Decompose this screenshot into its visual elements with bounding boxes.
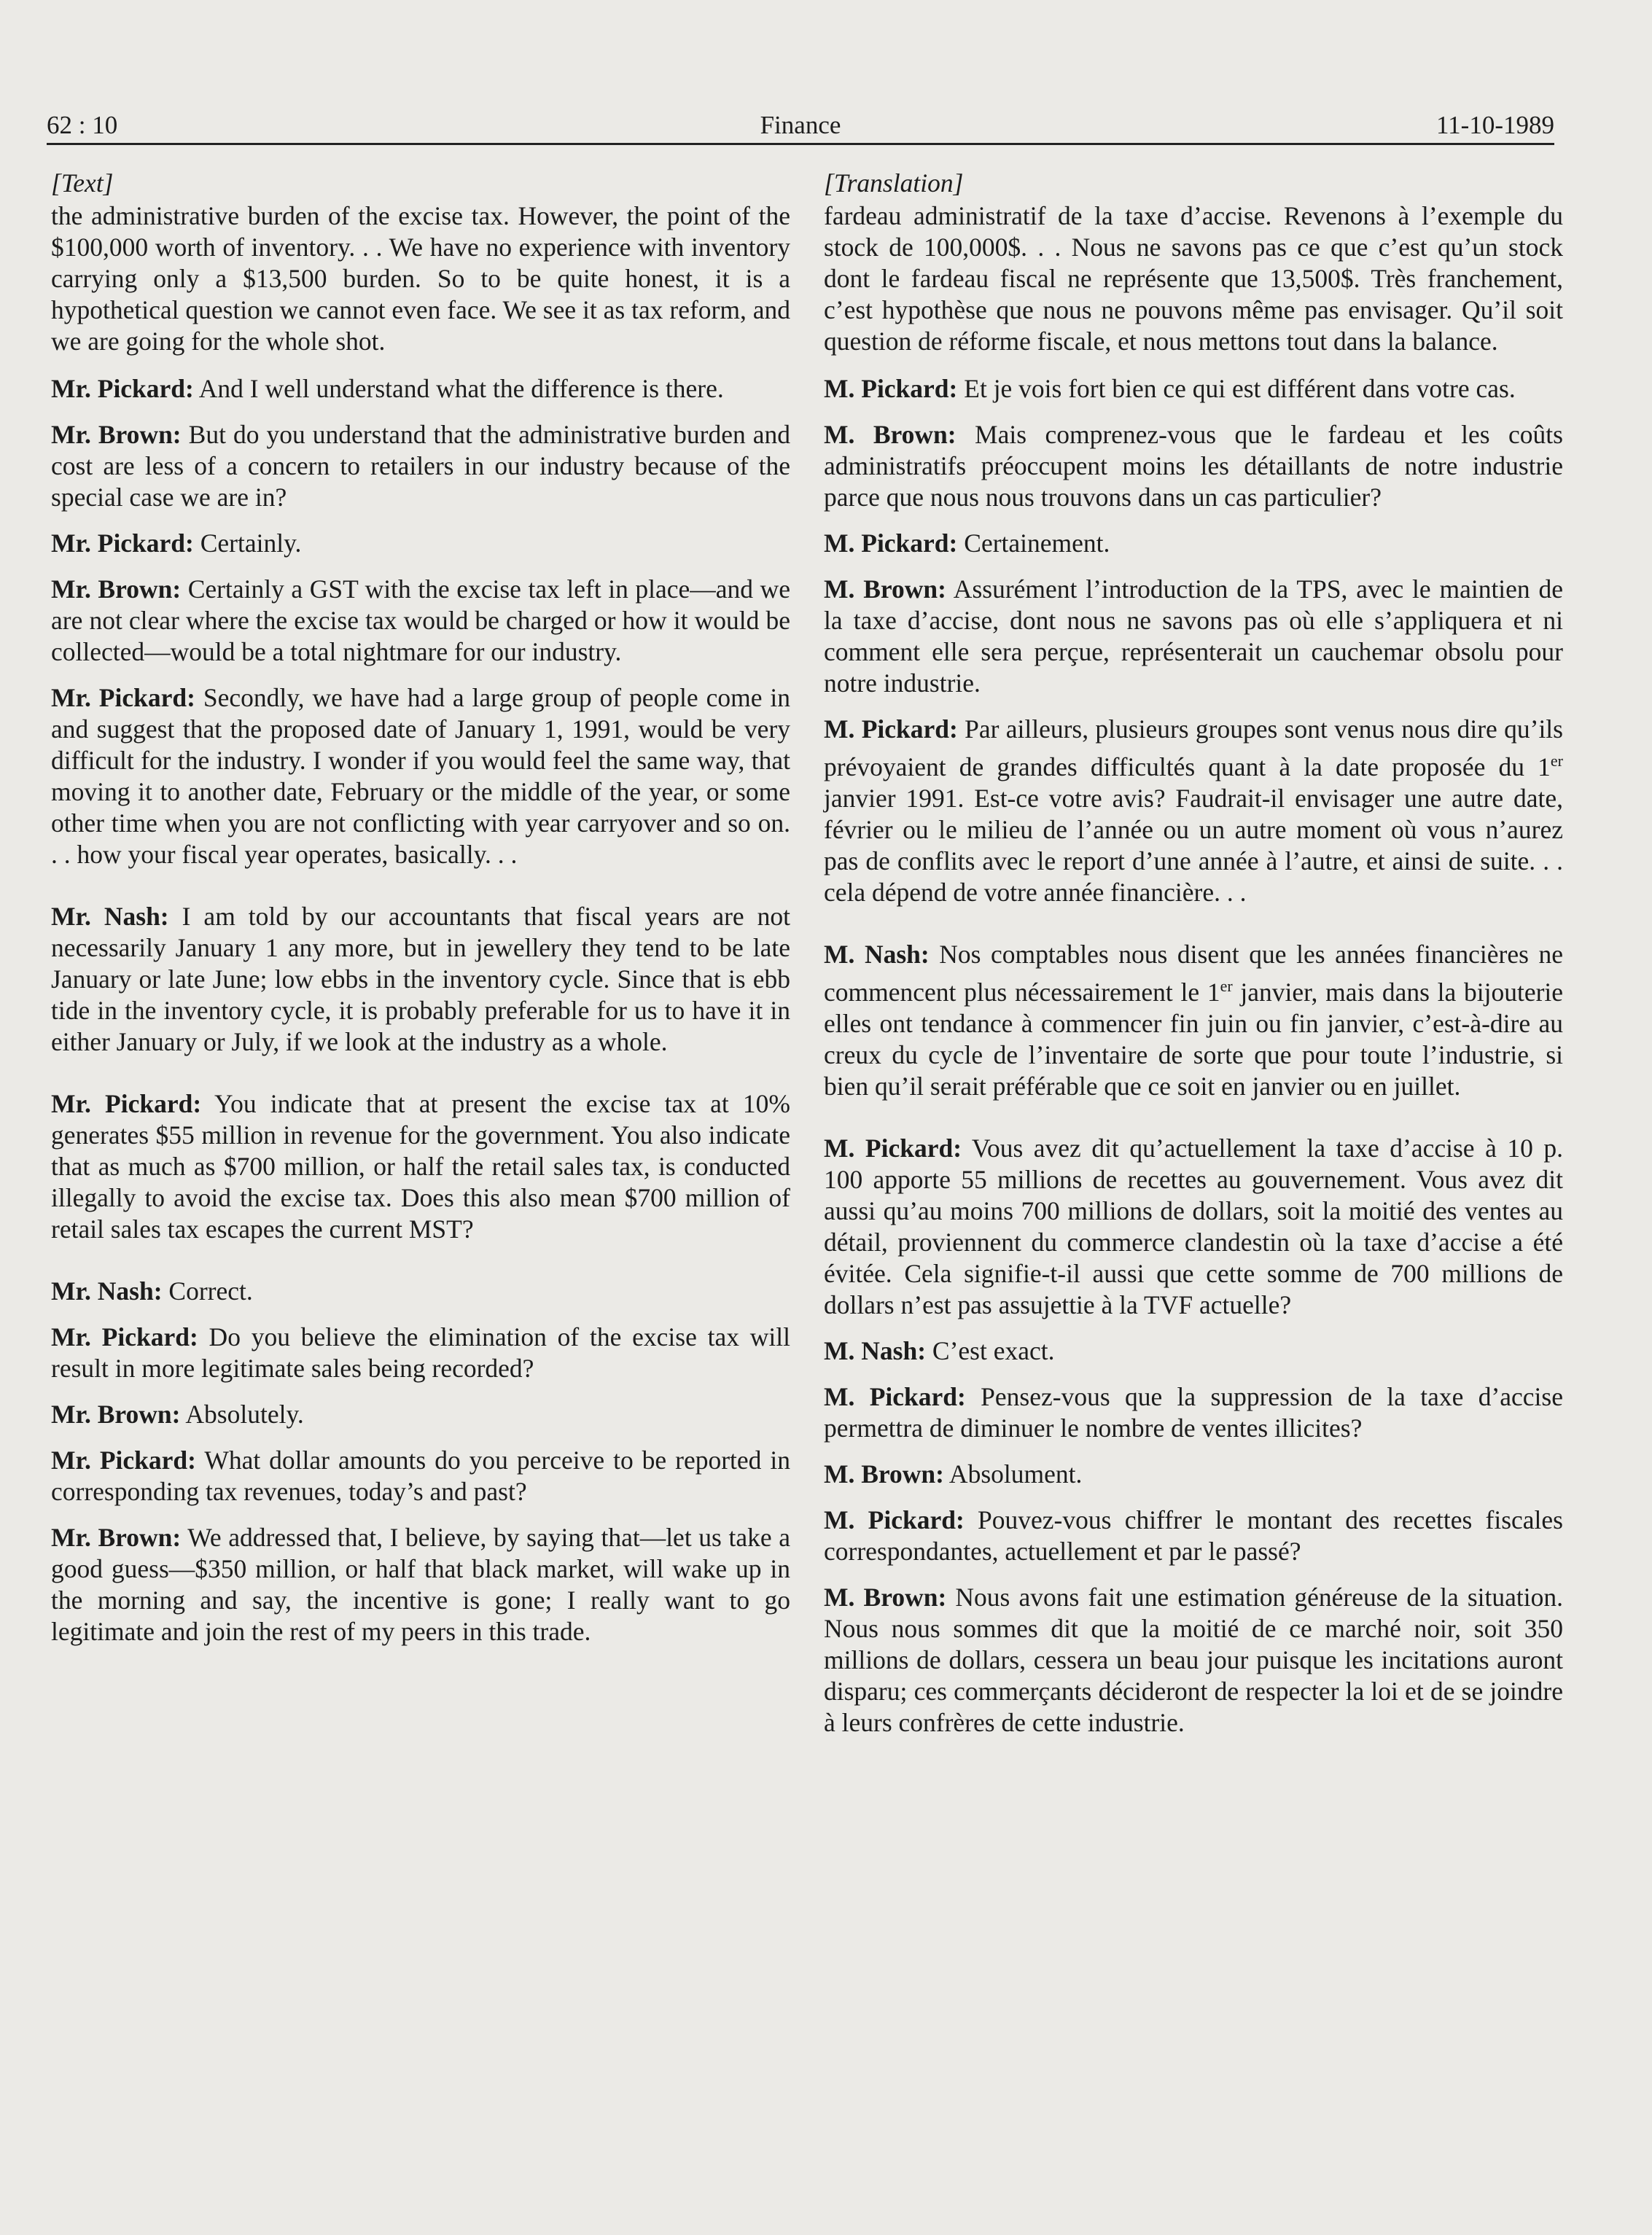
speaker-name: M. Pickard: xyxy=(824,1133,962,1163)
speech-text: Certainement. xyxy=(957,528,1110,558)
speaker-name: Mr. Brown: xyxy=(51,420,182,449)
sitting-date: 11-10-1989 xyxy=(1435,111,1554,139)
french-continuation-paragraph: fardeau administratif de la taxe d’accise. Revenons à l’exemple du stock de 100,000$. . . Nous ne savons pas ce que c’est qu’un stock dont le fardeau fiscal ne représente que 13,500$. Très franchement, c’est hypothèse que nous ne pouvons même pas envisager. Qu’il soit question de réforme fiscale, et nous mettons tout dans la balance. xyxy=(824,201,1563,356)
speaker-name: Mr. Nash: xyxy=(51,902,169,931)
french-speech-paragraph xyxy=(824,939,1563,1102)
speaker-name: Mr. Pickard: xyxy=(51,1446,196,1475)
speaker-name: M. Nash: xyxy=(824,1335,927,1365)
french-speech-paragraph xyxy=(824,1459,1563,1490)
french-speech-paragraph xyxy=(824,1133,1563,1321)
speaker-name: M. Nash: xyxy=(824,939,930,969)
french-speech-paragraph xyxy=(824,1335,1563,1367)
speaker-name: M. Brown: xyxy=(824,1582,947,1612)
speech-text: Correct. xyxy=(162,1276,253,1306)
speech-text: Pensez-vous que la suppression de la taxe d’accise permettra de diminuer le nombre de ventes illicites? xyxy=(824,1381,1563,1443)
speech-text: You indicate that at present the excise tax at 10% generates $55 million in revenue for the government. You also indicate that as much as $700 million, or half the retail sales tax, is conducted illegally to avoid the excise tax. Does this also mean $700 million of retail sales tax escapes the current MST? xyxy=(51,1089,790,1244)
speaker-name: Mr. Pickard: xyxy=(51,528,194,558)
english-continuation-paragraph: the administrative burden of the excise tax. However, the point of the $100,000 worth of inventory. . . We have no experience with inventory carrying only a $13,500 burden. So to be quite honest, it is a hypothetical question we cannot even face. We see it as tax reform, and we are going for the whole shot. xyxy=(51,201,790,356)
french-speech-paragraph xyxy=(824,419,1563,513)
speech-text: Certainly. xyxy=(193,528,302,558)
ordinal-superscript: er xyxy=(1550,752,1564,770)
french-language-label: [Translation] xyxy=(824,168,964,198)
speech-text: I am told by our accountants that fiscal years are not necessarily January 1 any more, but in jewellery they tend to be late January or late June; low ebbs in the inventory cycle. Since that is ebb tide in the inventory cycle, it is probably preferable for us to have it in either January or July, if we look at the industry as a whole. xyxy=(51,902,790,1056)
speech-text: Absolument. xyxy=(944,1459,1083,1489)
speaker-name: Mr. Pickard: xyxy=(51,1089,202,1118)
speaker-name: M. Pickard: xyxy=(824,1381,966,1411)
speaker-name: Mr. Pickard: xyxy=(51,683,195,712)
english-speech-paragraph xyxy=(51,901,790,1058)
english-speech-paragraph xyxy=(51,1522,790,1647)
speech-text: And I well understand what the difference is there. xyxy=(193,374,724,403)
page-header xyxy=(47,108,1554,145)
french-speech-paragraph xyxy=(824,1505,1563,1567)
speaker-name: Mr. Brown: xyxy=(51,1523,182,1552)
speech-text: Assurément l’introduction de la TPS, avec le maintien de la taxe d’accise, dont nous ne savons pas où elle s’appliquera et ni comment elle sera perçue, représenterait un cauchemar obsolu pour notre industrie. xyxy=(824,574,1563,698)
speaker-name: M. Pickard: xyxy=(824,1505,965,1534)
speaker-name: Mr. Pickard: xyxy=(51,1322,198,1351)
french-speech-paragraph xyxy=(824,714,1563,908)
speech-text: Nous avons fait une estimation généreuse de la situation. Nous nous sommes dit que la moitié de ce marché noir, soit 350 millions de dollars, cessera un beau jour puisque les incitations auront disparu; ces commerçants décideront de respecter la loi et de se joindre à leurs confrères de cette industrie. xyxy=(824,1582,1563,1737)
speaker-name: M. Pickard: xyxy=(824,528,958,558)
english-speech-paragraph xyxy=(51,528,790,559)
speech-text: We addressed that, I believe, by saying that—let us take a good guess—$350 million, or half that black market, will wake up in the morning and say, the incentive is gone; I really want to go legitimate and join the rest of my peers in this trade. xyxy=(51,1523,790,1646)
speech-text: But do you understand that the administrative burden and cost are less of a concern to retailers in our industry because of the special case we are in? xyxy=(51,420,791,512)
ordinal-superscript: er xyxy=(1220,976,1233,995)
speaker-name: M. Pickard: xyxy=(824,374,958,403)
speech-text: Et je vois fort bien ce qui est différent dans votre cas. xyxy=(957,374,1516,403)
speaker-name: M. Pickard: xyxy=(824,714,958,744)
speech-text: Par ailleurs, plusieurs groupes sont venus nous dire qu’ils prévoyaient de grandes difficultés quant à la date proposée du 1er janvier 1991. Est-ce votre avis? Faudrait-il envisager une autre date, février ou le milieu de l’année ou un autre moment où vous n’aurez pas de conflits avec le report d’une année à l’autre, et ainsi de suite. . . cela dépend de votre année financière. . . xyxy=(824,714,1564,907)
french-column xyxy=(824,168,1563,1753)
speech-text: Secondly, we have had a large group of people come in and suggest that the proposed date of January 1, 1991, would be very difficult for the industry. I wonder if you would feel the same way, that moving it to another date, February or the middle of the year, or some other time when you are not conflicting with year carryover and so on. . . how your fiscal year operates, basically. . . xyxy=(51,683,790,869)
committee-title: Finance xyxy=(760,111,841,139)
speaker-name: M. Brown: xyxy=(824,574,946,604)
english-speech-paragraph xyxy=(51,1399,790,1430)
french-speech-paragraph xyxy=(824,1582,1563,1739)
speech-text: Mais comprenez-vous que le fardeau et les coûts administratifs préoccupent moins les détaillants de notre industrie parce que nous nous trouvons dans un cas particulier? xyxy=(824,420,1563,512)
french-speech-paragraph xyxy=(824,1381,1563,1444)
french-speech-paragraph xyxy=(824,373,1563,405)
speaker-name: Mr. Brown: xyxy=(51,1400,181,1429)
english-speech-paragraph xyxy=(51,682,790,870)
speaker-name: Mr. Pickard: xyxy=(51,374,194,403)
english-language-label: [Text] xyxy=(51,168,114,198)
speaker-name: M. Brown: xyxy=(824,420,956,449)
speech-text: Nos comptables nous disent que les années financières ne commencent plus nécessairement le 1er janvier, mais dans la bijouterie elles ont tendance à commencer fin juin ou fin janvier, c’est-à-dire au creux du cycle de l’inventaire de sorte que pour toute l’industrie, si bien qu’il serait préférable que ce soit en janvier ou en juillet. xyxy=(824,939,1564,1101)
speaker-name: Mr. Nash: xyxy=(51,1276,163,1306)
speech-text: Do you believe the elimination of the excise tax will result in more legitimate sales being recorded? xyxy=(51,1322,790,1383)
english-speech-paragraph xyxy=(51,1322,790,1384)
speaker-name: M. Brown: xyxy=(824,1459,945,1489)
page-number: 62 : 10 xyxy=(47,111,118,139)
french-speech-paragraph xyxy=(824,528,1563,559)
speech-text: C’est exact. xyxy=(926,1335,1055,1365)
english-speech-paragraph xyxy=(51,574,790,668)
speech-text: Absolutely. xyxy=(180,1400,304,1429)
speech-text: Vous avez dit qu’actuellement la taxe d’accise à 10 p. 100 apporte 55 millions de recettes au gouvernement. Vous avez dit aussi qu’au moins 700 millions de dollars, soit la moitié des ventes au détail, proviennent du commerce clandestin où la taxe d’accise a été évitée. Cela signifie-t-il aussi que cette somme de 700 millions de dollars n’est pas assujettie à la TVF actuelle? xyxy=(824,1133,1563,1319)
speech-text: Certainly a GST with the excise tax left in place—and we are not clear where the excise tax would be charged or how it would be collected—would be a total nightmare for our industry. xyxy=(51,574,791,666)
speech-text: Pouvez-vous chiffrer le montant des recettes fiscales correspondantes, actuellement et par le passé? xyxy=(824,1505,1563,1566)
french-speech-paragraph xyxy=(824,574,1563,699)
english-speech-paragraph xyxy=(51,373,790,405)
english-column xyxy=(51,168,790,1662)
english-speech-paragraph xyxy=(51,1276,790,1307)
english-speech-paragraph xyxy=(51,1088,790,1245)
english-speech-paragraph xyxy=(51,1445,790,1507)
english-speech-paragraph xyxy=(51,419,790,513)
speech-text: What dollar amounts do you perceive to be reported in corresponding tax revenues, today’s and past? xyxy=(51,1446,791,1506)
speaker-name: Mr. Brown: xyxy=(51,574,182,604)
